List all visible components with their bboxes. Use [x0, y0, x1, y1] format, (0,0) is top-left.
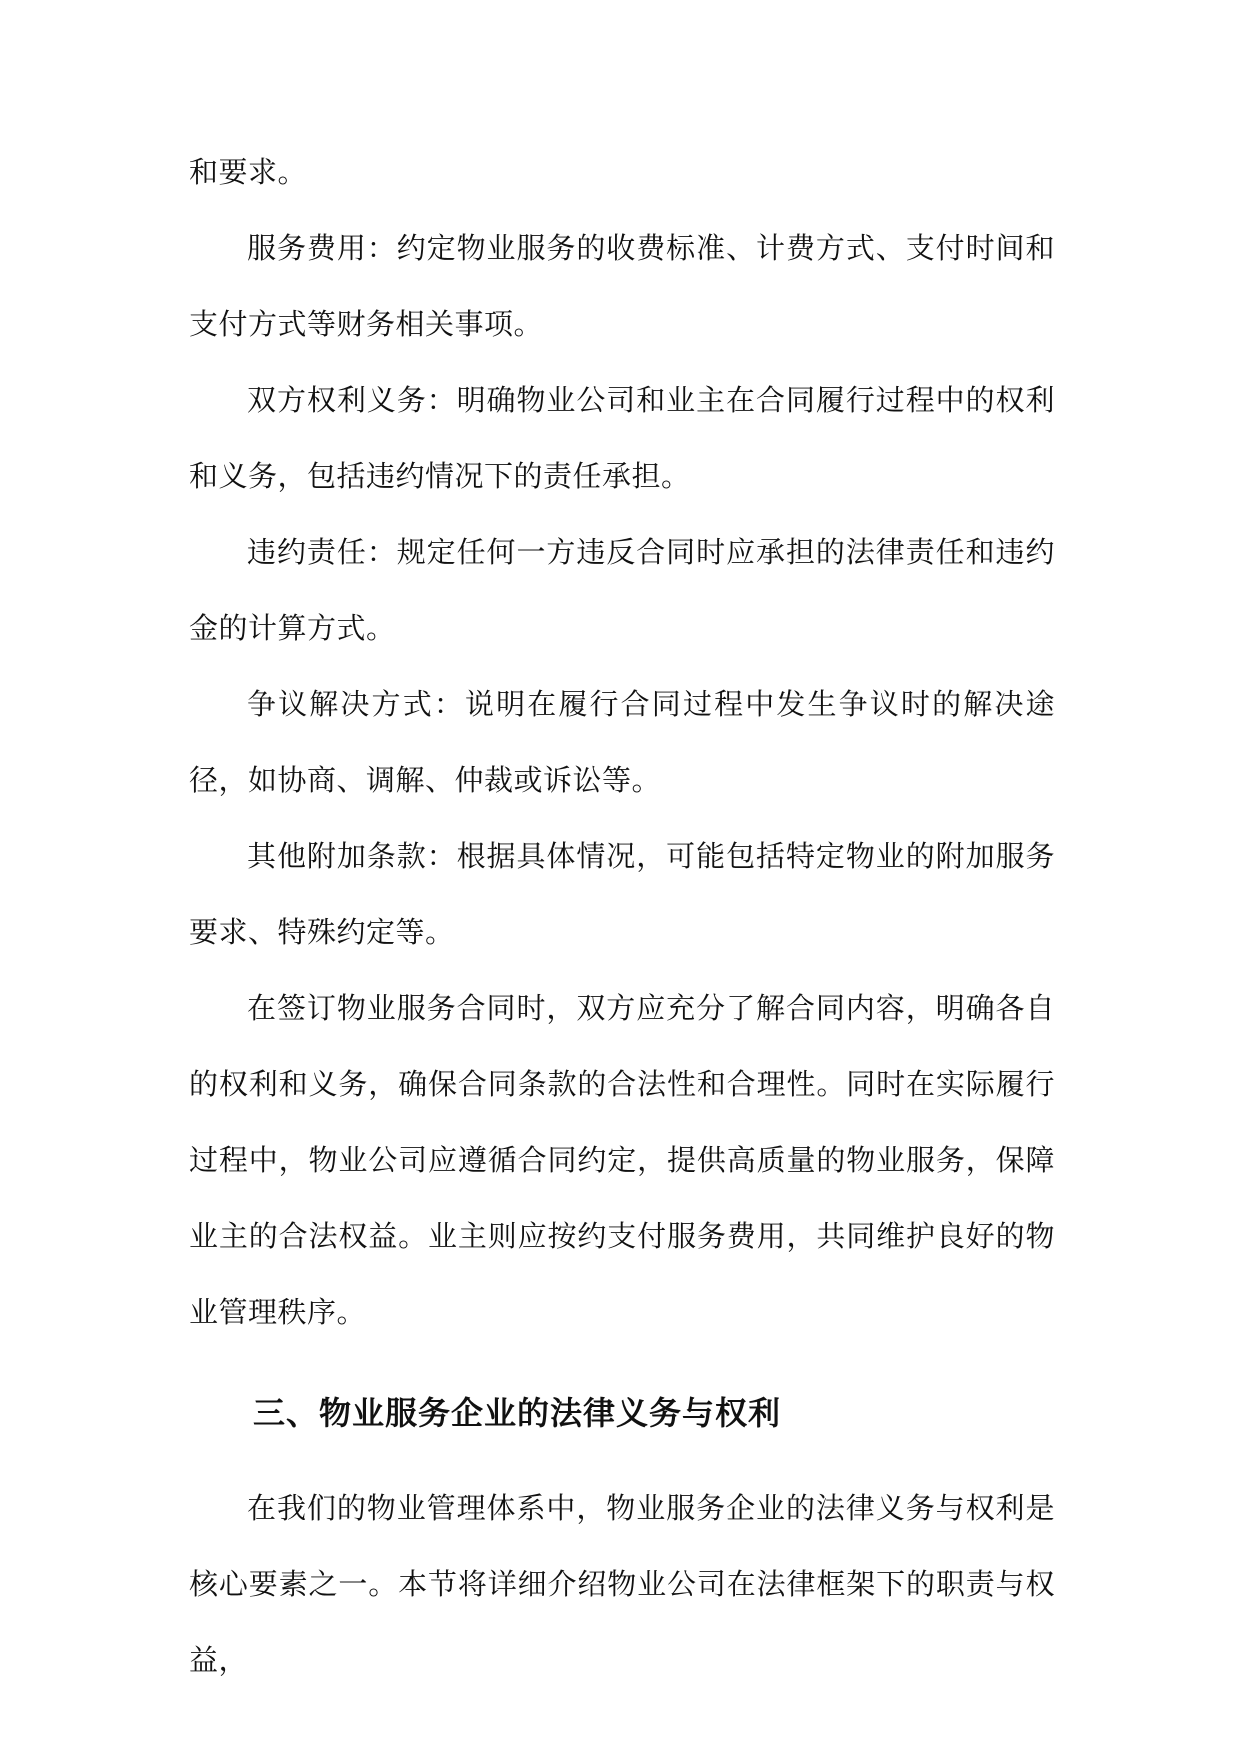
paragraph-section-intro: 在我们的物业管理体系中，物业服务企业的法律义务与权利是核心要素之一。本节将详细介绍物业公司在法律框架下的职责与权益， — [189, 1491, 1055, 1677]
paragraph-additional-terms: 其他附加条款：根据具体情况，可能包括特定物业的附加服务要求、特殊约定等。 — [189, 839, 1055, 949]
paragraph-dispute-resolution: 争议解决方式：说明在履行合同过程中发生争议时的解决途径，如协商、调解、仲裁或诉讼等。 — [189, 687, 1055, 797]
paragraph-contract-summary: 在签订物业服务合同时，双方应充分了解合同内容，明确各自的权利和义务，确保合同条款的合法性和合理性。同时在实际履行过程中，物业公司应遵循合同约定，提供高质量的物业服务，保障业主的合法权益。业主则应按约支付服务费用，共同维护良好的物业管理秩序。 — [189, 991, 1055, 1329]
section-heading: 三、物业服务企业的法律义务与权利 — [253, 1394, 782, 1432]
paragraph-breach-liability: 违约责任：规定任何一方违反合同时应承担的法律责任和违约金的计算方式。 — [189, 535, 1055, 645]
paragraph-continuation: 和要求。 — [189, 155, 308, 189]
paragraph-service-fees: 服务费用：约定物业服务的收费标准、计费方式、支付时间和支付方式等财务相关事项。 — [189, 231, 1055, 341]
paragraph-rights-obligations: 双方权利义务：明确物业公司和业主在合同履行过程中的权利和义务，包括违约情况下的责任承担。 — [189, 383, 1055, 493]
